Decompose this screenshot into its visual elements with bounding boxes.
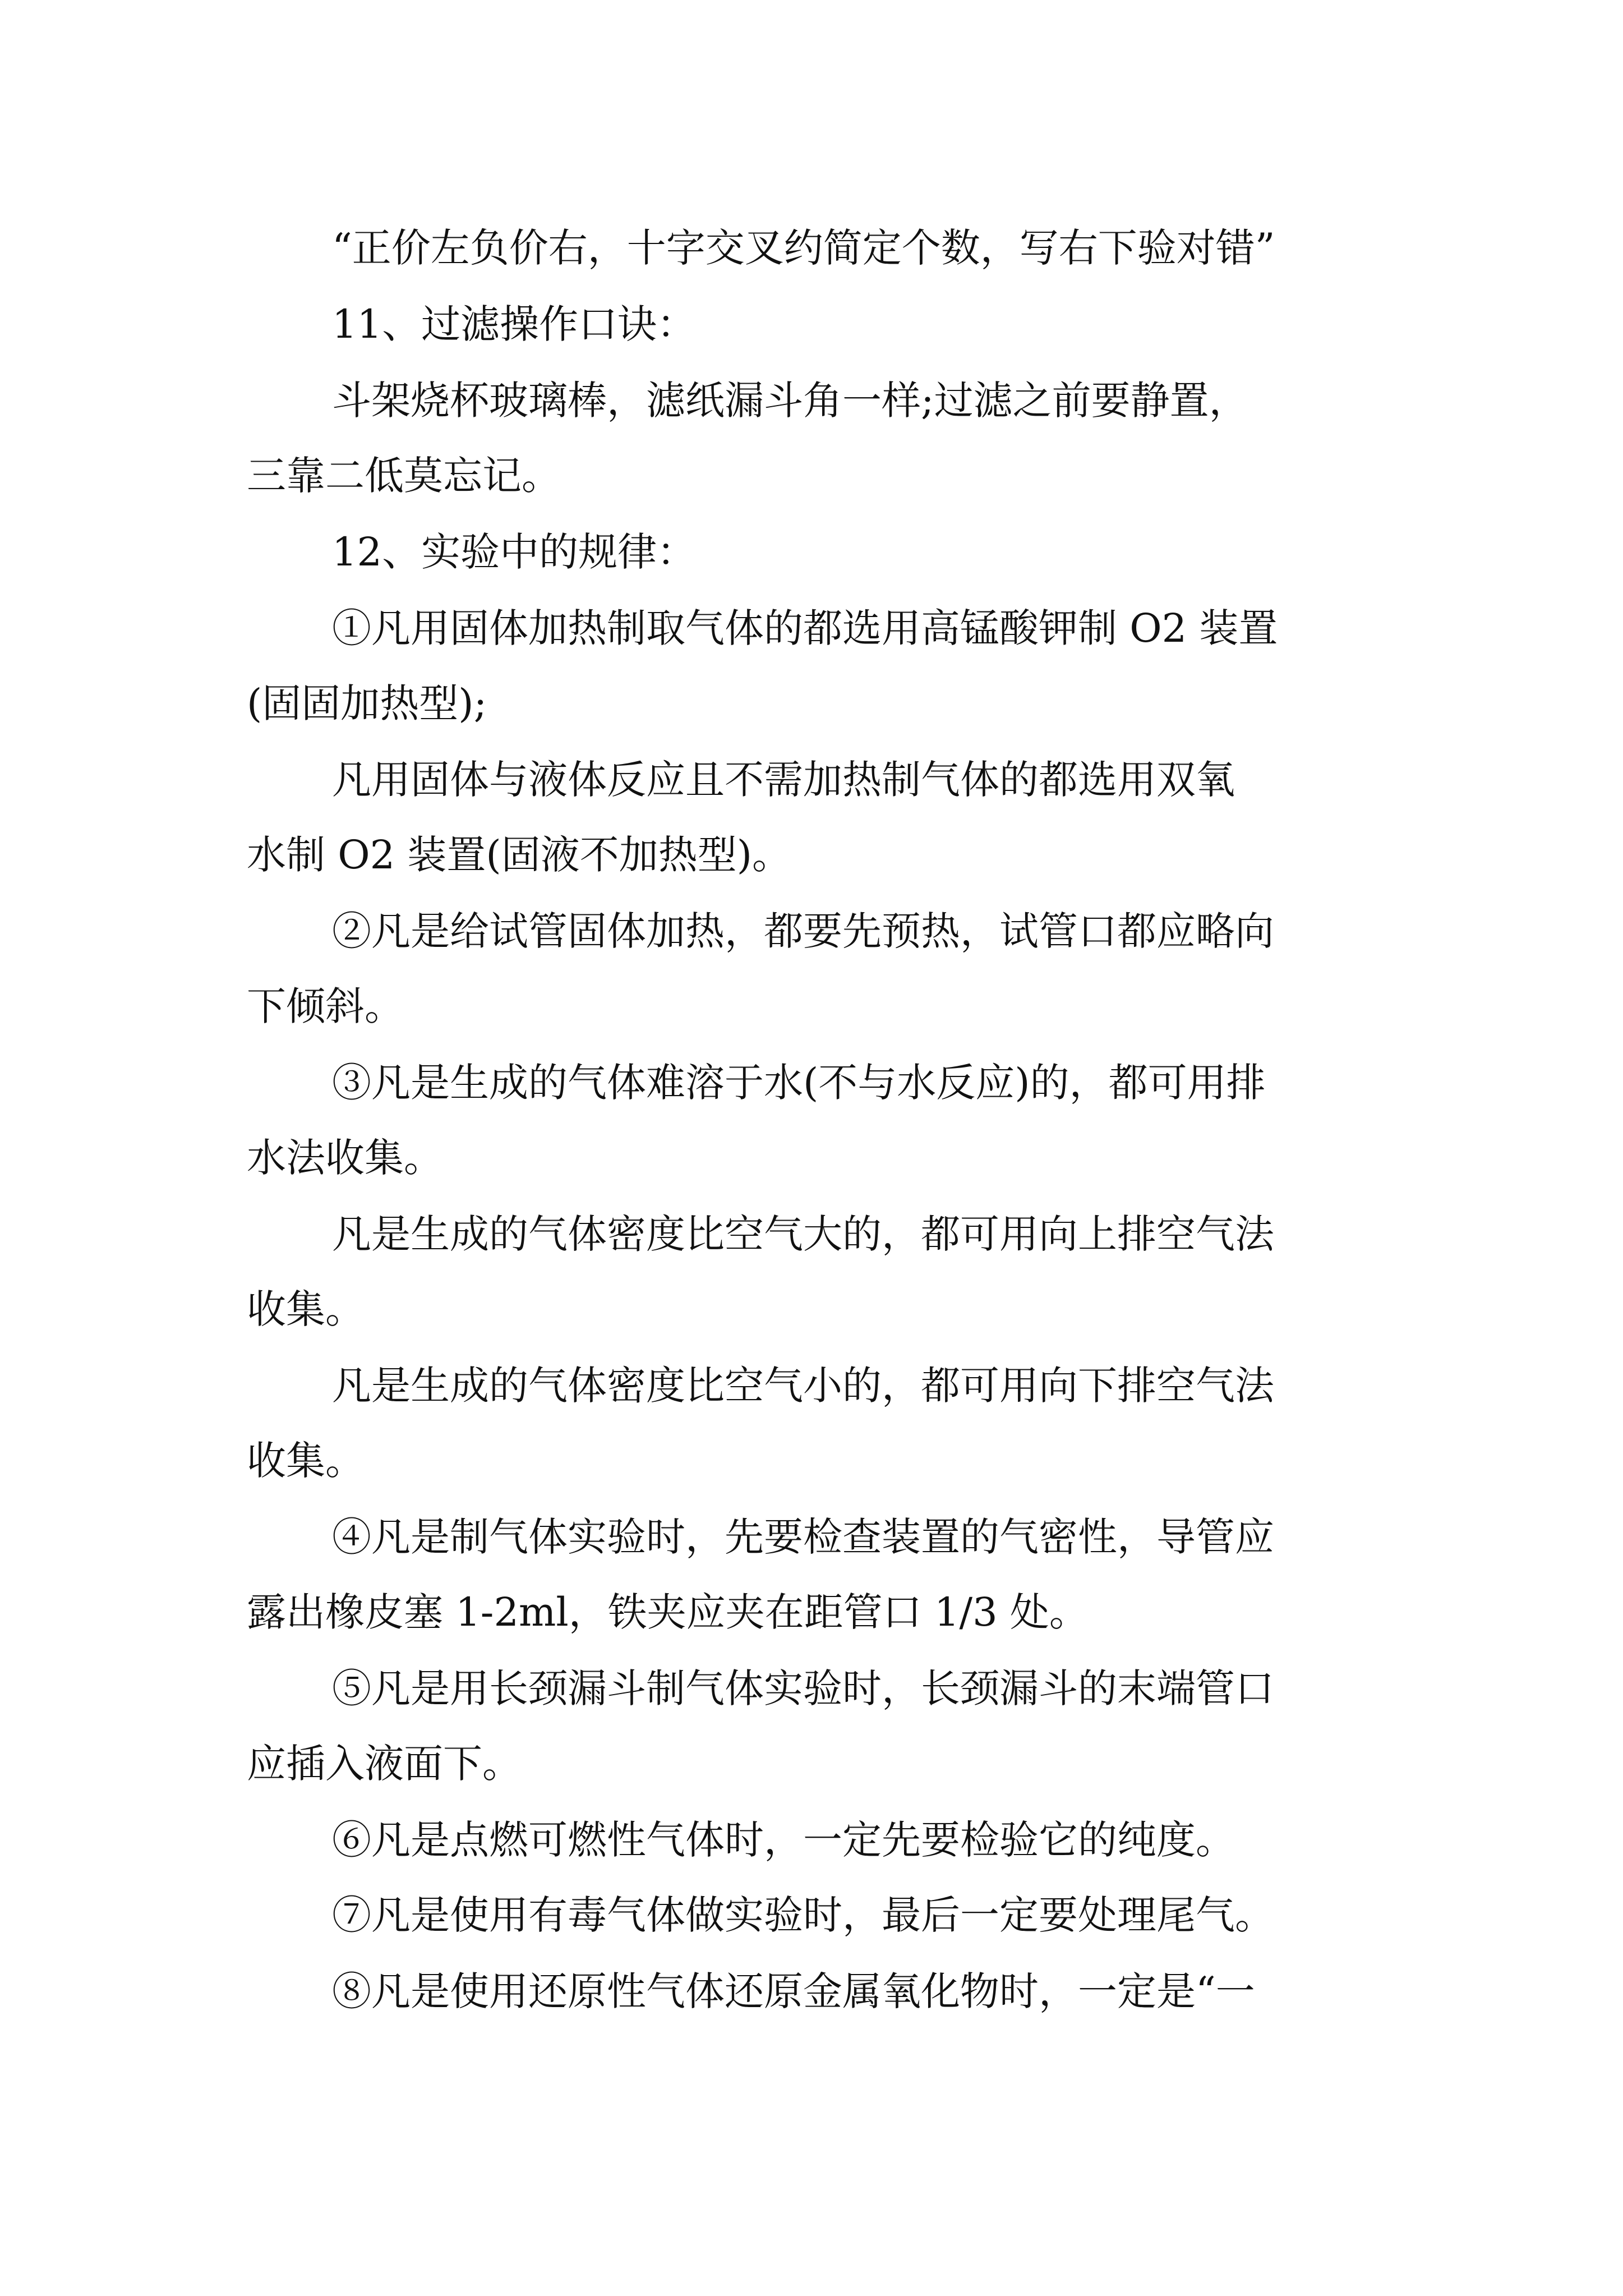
text-line-14: 凡是生成的气体密度比空气大的，都可用向上排空气法 (332, 1211, 1274, 1257)
text-line-5: 12、实验中的规律： (332, 529, 697, 575)
text-line-19: 露出橡皮塞 1-2ml，铁夹应夹在距管口 1/3 处。 (247, 1589, 1089, 1635)
text-line-11: 下倾斜。 (247, 983, 404, 1029)
text-line-3: 斗架烧杯玻璃棒，滤纸漏斗角一样;过滤之前要静置， (332, 378, 1248, 424)
text-line-13: 水法收集。 (247, 1135, 443, 1181)
text-line-1: “正价左负价右，十字交叉约简定个数，写右下验对错” (332, 225, 1275, 271)
text-line-6: ①凡用固体加热制取气体的都选用高锰酸钾制 O2 装置 (332, 605, 1278, 651)
text-line-4: 三靠二低莫忘记。 (247, 453, 561, 499)
text-line-8: 凡用固体与液体反应且不需加热制气体的都选用双氧 (332, 757, 1235, 803)
text-line-16: 凡是生成的气体密度比空气小的，都可用向下排空气法 (332, 1363, 1274, 1409)
text-line-20: ⑤凡是用长颈漏斗制气体实验时，长颈漏斗的末端管口 (332, 1665, 1274, 1711)
text-line-9: 水制 O2 装置(固液不加热型)。 (247, 832, 792, 878)
text-line-15: 收集。 (247, 1286, 365, 1332)
text-line-18: ④凡是制气体实验时，先要检查装置的气密性，导管应 (332, 1514, 1274, 1560)
text-line-23: ⑦凡是使用有毒气体做实验时，最后一定要处理尾气。 (332, 1892, 1274, 1938)
text-line-22: ⑥凡是点燃可燃性气体时，一定先要检验它的纯度。 (332, 1817, 1235, 1863)
text-line-21: 应插入液面下。 (247, 1741, 522, 1787)
text-line-7: (固固加热型); (247, 680, 487, 726)
text-line-12: ③凡是生成的气体难溶于水(不与水反应)的，都可用排 (332, 1060, 1266, 1106)
text-line-17: 收集。 (247, 1438, 365, 1484)
text-line-10: ②凡是给试管固体加热，都要先预热，试管口都应略向 (332, 908, 1274, 954)
text-line-24: ⑧凡是使用还原性气体还原金属氧化物时，一定是“一 (332, 1968, 1255, 2014)
text-line-2: 11、过滤操作口诀： (332, 301, 697, 347)
